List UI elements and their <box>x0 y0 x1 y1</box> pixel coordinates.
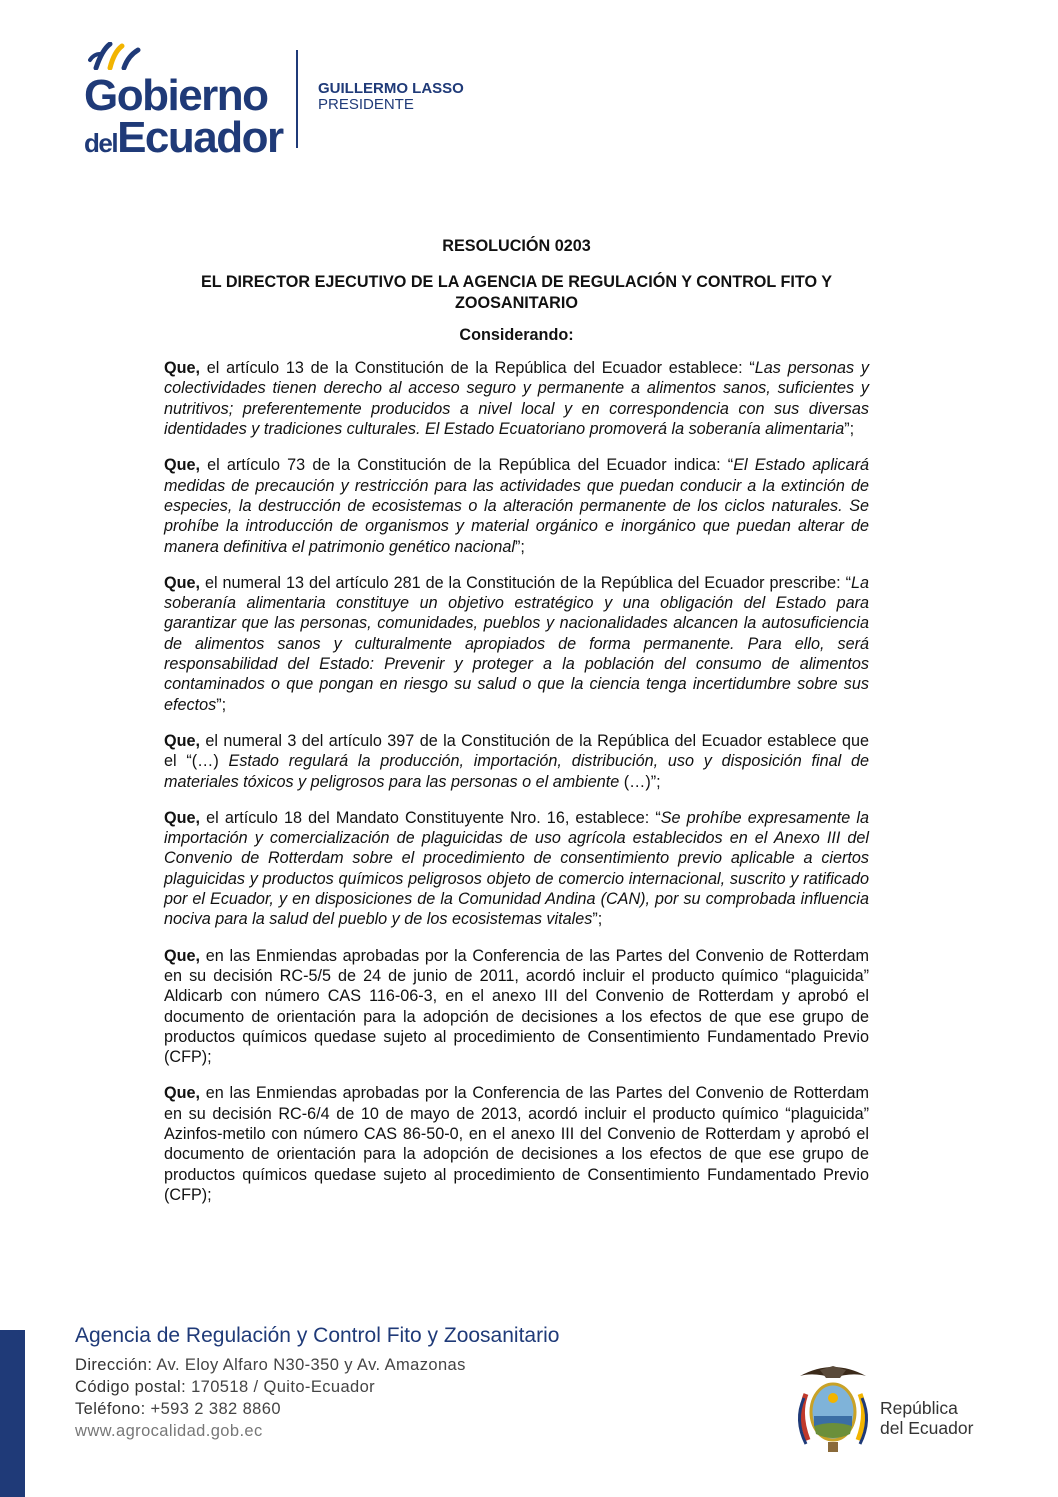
header-divider <box>296 50 298 148</box>
paragraph-end: ”; <box>216 695 227 714</box>
paragraph-text: en las Enmiendas aprobadas por la Conferencia de las Partes del Convenio de Rotterdam en su decisión RC-5/5 de 24 de junio de 2011, acordó incluir el producto químico “plaguicida” Aldicarb con número CAS 116-06-3, en el anexo III del Convenio de Rotterdam y aprobó el documento de orientación para la adopción de decisiones a los efectos de que ese grupo de productos químicos quedase sujeto al procedimiento de Consentimiento Fundamentado Previo (CFP); <box>164 946 869 1067</box>
resolution-body <box>164 236 869 1221</box>
considerando-paragraph <box>164 808 869 930</box>
paragraph-text: en las Enmiendas aprobadas por la Conferencia de las Partes del Convenio de Rotterdam en su decisión RC-6/4 de 10 de mayo de 2013, acordó incluir el producto químico “plaguicida” Azinfos-metilo con número CAS 86-50-0, en el anexo III del Convenio de Rotterdam y aprobó el documento de orientación para la adopción de decisiones a los efectos de que ese grupo de productos químicos quedase sujeto al procedimiento de Consentimiento Fundamentado Previo (CFP); <box>164 1084 869 1204</box>
considerando-heading: Considerando: <box>459 325 574 344</box>
paragraph-end: ”; <box>844 420 855 439</box>
paragraph-text: el numeral 3 del artículo 397 de la Constitución de la República del Ecuador establece que el “(…) <box>164 731 869 771</box>
considerando-paragraph <box>164 573 869 715</box>
footer-address-value: Av. Eloy Alfaro N30-350 y Av. Amazonas <box>152 1356 466 1374</box>
paragraph-lead: Que, <box>164 1084 200 1103</box>
president-title: PRESIDENTE <box>318 96 414 113</box>
sun-rays-icon <box>88 42 148 70</box>
paragraph-lead: Que, <box>164 731 200 750</box>
considerando-paragraph <box>164 1083 869 1205</box>
logo-text-gobierno: Gobierno <box>84 71 268 120</box>
footer-phone-label: Teléfono: <box>75 1400 146 1418</box>
footer-address-label: Dirección: <box>75 1356 153 1374</box>
considerando-paragraph <box>164 455 869 556</box>
considerando-paragraph <box>164 946 869 1068</box>
paragraph-end: ”; <box>514 537 525 556</box>
paragraph-lead: Que, <box>164 946 200 965</box>
paragraph-text: el numeral 13 del artículo 281 de la Constitución de la República del Ecuador prescribe: “ <box>199 573 851 592</box>
paragraph-quote: Se prohíbe expresamente la importación y comercialización de plaguicidas de uso agrícola establecidos en el Anexo III del Convenio de Rotterdam sobre el procedimiento de consentimiento previo aplicable a ciertos plaguicidas y productos químicos peligrosos objeto de comercio internacional, suscrito y ratificado por el Ecuador, y en disposiciones de la Comunidad Andina (CAN), por su comprobada influencia nociva para la salud del pueblo y de los ecosistemas vitales <box>164 808 869 929</box>
paragraph-quote: El Estado aplicará medidas de precaución y restricción para las actividades que puedan conducir a la extinción de especies, la destrucción de ecosistemas o la alteración permanente de los ciclos naturales. Se prohíbe la introducción de organismos y material orgánico e inorgánico que puedan alterar de manera definitiva el patrimonio genético nacional <box>164 456 869 556</box>
logo-text-ecuador-word: Ecuador <box>117 113 283 162</box>
footer-postal-value: 170518 / Quito-Ecuador <box>186 1378 376 1396</box>
paragraph-text: el artículo 73 de la Constitución de la República del Ecuador indica: “ <box>199 456 734 475</box>
footer-address <box>75 1356 466 1375</box>
paragraph-text: el artículo 13 de la Constitución de la República del Ecuador establece: “ <box>199 359 755 378</box>
footer-postal <box>75 1378 375 1397</box>
resolution-title: RESOLUCIÓN 0203 <box>442 237 591 255</box>
footer-agency-name: Agencia de Regulación y Control Fito y Zoosanitario <box>75 1324 560 1347</box>
paragraph-end: (…)”; <box>619 772 661 791</box>
footer-accent-bar <box>0 1330 25 1497</box>
paragraph-lead: Que, <box>164 456 200 475</box>
considerando-paragraph <box>164 731 869 792</box>
considerando-paragraph <box>164 358 869 439</box>
resolution-subtitle: EL DIRECTOR EJECUTIVO DE LA AGENCIA DE REGULACIÓN Y CONTROL FITO Y ZOOSANITARIO <box>200 273 833 312</box>
coat-of-arms-icon <box>792 1364 874 1456</box>
president-name: GUILLERMO LASSO <box>318 80 464 97</box>
paragraph-lead: Que, <box>164 808 200 827</box>
paragraph-lead: Que, <box>164 359 200 378</box>
logo-text-ecuador <box>84 113 283 170</box>
paragraph-quote: Estado regulará la producción, importación, distribución, uso y disposición final de materiales tóxicos y peligrosos para las personas o el ambiente <box>164 752 869 791</box>
government-header <box>70 42 570 162</box>
republic-line1: República <box>880 1398 958 1418</box>
paragraph-quote: Las personas y colectividades tienen derecho al acceso seguro y permanente a alimentos sanos, suficientes y nutritivos; preferentemente producidos a nivel local y en correspondencia con sus diversas identidades y tradiciones culturales. El Estado Ecuatoriano promoverá la soberanía alimentaria <box>164 359 869 439</box>
paragraph-end: ”; <box>592 910 603 929</box>
footer-postal-label: Código postal: <box>75 1378 187 1396</box>
paragraph-quote: La soberanía alimentaria constituye un objetivo estratégico y una obligación del Estado para garantizar que las personas, comunidades, pueblos y nacionalidades alcancen la autosuficiencia de alimentos sanos y culturalmente apropiados de forma permanente. Para ello, será responsabilidad del Estado: Prevenir y proteger a la población del consumo de alimentos contaminados o que pongan en riesgo su salud o que la ciencia tenga incertidumbre sobre sus efectos <box>164 573 869 714</box>
paragraph-lead: Que, <box>164 573 200 592</box>
footer-phone-value: +593 2 382 8860 <box>145 1400 281 1418</box>
republic-line2: del Ecuador <box>880 1418 974 1438</box>
paragraph-text: el artículo 18 del Mandato Constituyente Nro. 16, establece: “ <box>199 808 661 827</box>
footer-phone <box>75 1400 281 1419</box>
logo-text-del: del <box>84 128 118 158</box>
footer-website-link[interactable]: www.agrocalidad.gob.ec <box>75 1422 263 1440</box>
republic-label <box>880 1398 973 1438</box>
